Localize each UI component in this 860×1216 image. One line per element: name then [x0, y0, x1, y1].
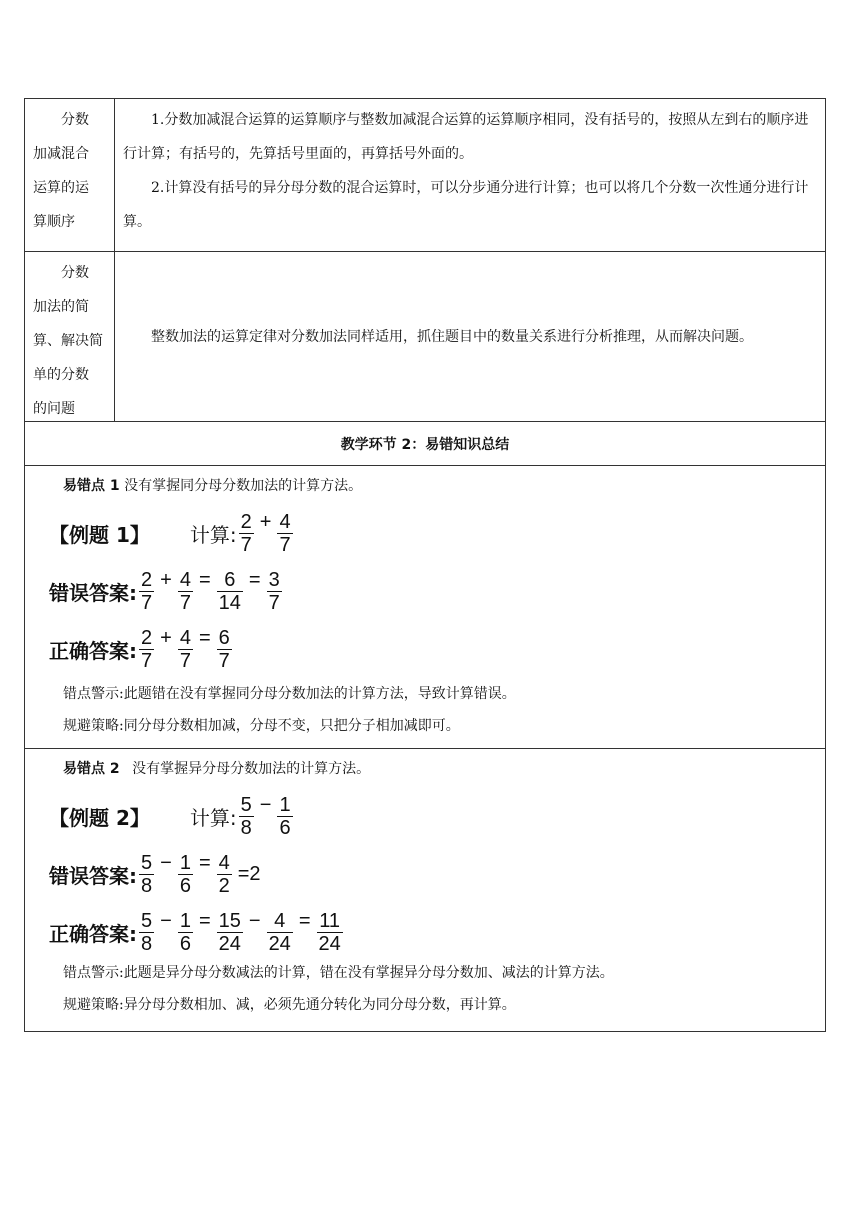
numerator: 4 [279, 510, 291, 533]
operator: = [248, 568, 261, 591]
fraction [139, 852, 154, 897]
numerator: 5 [141, 909, 153, 932]
wrong-expression [137, 569, 284, 614]
operator: + [160, 626, 172, 649]
numerator: 2 [240, 510, 252, 533]
operator: = [198, 568, 211, 591]
numerator: 6 [218, 626, 230, 649]
numerator: 4 [179, 626, 191, 649]
fraction [277, 511, 292, 556]
correct-answer-line [49, 620, 813, 678]
operator: − [160, 909, 172, 932]
fraction [217, 852, 232, 897]
row-content [115, 99, 825, 251]
wrong-result: =2 [237, 862, 261, 885]
denominator: 8 [141, 874, 153, 897]
fraction [267, 569, 282, 614]
table-row [25, 99, 825, 252]
mistake-section-2 [25, 749, 825, 1031]
paragraph: 1.分数加减混合运算的运算顺序与整数加减混合运算的运算顺序相同，没有括号的，按照从左到右的顺序进行计算；有括号的，先算括号里面的，再算括号外面的。 [123, 112, 809, 162]
fraction [239, 511, 254, 556]
denominator: 7 [141, 649, 153, 672]
denominator: 2 [218, 874, 230, 897]
denominator: 24 [268, 932, 291, 955]
numerator: 11 [319, 909, 340, 932]
numerator: 5 [240, 793, 252, 816]
numerator: 2 [141, 568, 153, 591]
denominator: 7 [279, 533, 291, 556]
question-expression [237, 511, 295, 556]
operator: − [160, 851, 172, 874]
fraction [178, 852, 193, 897]
lesson-table [24, 98, 826, 1032]
fraction [217, 627, 232, 672]
numerator: 4 [274, 909, 286, 932]
operator: = [198, 851, 211, 874]
numerator: 3 [268, 568, 280, 591]
denominator: 7 [240, 533, 252, 556]
numerator: 15 [218, 909, 241, 932]
wrong-answer-line [49, 562, 813, 620]
operator: − [248, 909, 261, 932]
fraction [178, 569, 193, 614]
example-line [49, 504, 813, 562]
heading-line: 运算的运 [33, 180, 89, 196]
operator: + [259, 510, 272, 533]
denominator: 24 [218, 932, 241, 955]
example-label: 【例题 2】 [49, 805, 150, 830]
denominator: 7 [179, 591, 191, 614]
wrong-answer-label: 错误答案: [49, 863, 137, 888]
denominator: 6 [279, 816, 291, 839]
correct-expression [137, 627, 234, 672]
heading-line: 单的分数 [33, 367, 89, 383]
row-heading [25, 252, 115, 421]
row-heading [25, 99, 115, 251]
section-heading [25, 422, 825, 466]
numerator: 5 [141, 851, 153, 874]
fraction [139, 569, 154, 614]
fraction [217, 910, 243, 955]
point-text: 没有掌握异分母分数加法的计算方法。 [132, 761, 371, 777]
fraction [239, 794, 254, 839]
fraction [217, 569, 243, 614]
denominator: 6 [179, 932, 191, 955]
wrong-answer-label: 错误答案: [49, 580, 137, 605]
question-expression [237, 794, 295, 839]
heading-line: 算、解决简 [33, 333, 103, 349]
point-text: 没有掌握同分母分数加法的计算方法。 [124, 478, 363, 494]
section-title: 教学环节 2：易错知识总结 [340, 436, 510, 453]
correct-answer-label: 正确答案: [49, 921, 137, 946]
mistake-section-1 [25, 466, 825, 748]
paragraph: 整数加法的运算定律对分数加法同样适用，抓住题目中的数量关系进行分析推理，从而解决问题。 [151, 328, 753, 345]
operator: = [198, 909, 211, 932]
numerator: 1 [179, 851, 191, 874]
table-row [25, 749, 825, 1031]
heading-line: 算顺序 [33, 214, 75, 230]
calc-label: 计算: [189, 522, 237, 547]
denominator: 7 [141, 591, 153, 614]
denominator: 8 [141, 932, 153, 955]
heading-line: 分数 [61, 112, 89, 128]
wrong-answer-line [49, 845, 813, 903]
operator: = [198, 626, 211, 649]
operator: = [298, 909, 311, 932]
fraction [267, 910, 293, 955]
mistake-point [63, 757, 813, 781]
table-row [25, 466, 825, 749]
heading-line: 加法的简 [33, 299, 89, 315]
numerator: 1 [279, 793, 291, 816]
row-content [115, 252, 825, 421]
mistake-point [63, 474, 813, 498]
table-row [25, 252, 825, 422]
calc-label: 计算: [189, 805, 237, 830]
denominator: 7 [179, 649, 191, 672]
correct-answer-label: 正确答案: [49, 638, 137, 663]
operator: + [160, 568, 172, 591]
heading-line: 加减混合 [33, 146, 89, 162]
fraction [178, 910, 193, 955]
fraction [317, 910, 343, 955]
heading-line: 分数 [61, 265, 89, 281]
fraction [178, 627, 193, 672]
point-label: 易错点 1 [63, 478, 120, 494]
fraction [277, 794, 292, 839]
example-line [49, 787, 813, 845]
heading-line: 的问题 [33, 401, 75, 417]
denominator: 8 [240, 816, 252, 839]
numerator: 1 [179, 909, 191, 932]
strategy-note: 规避策略:同分母分数相加减，分母不变，只把分子相加减即可。 [63, 718, 460, 734]
wrong-expression [137, 852, 234, 897]
denominator: 7 [218, 649, 230, 672]
example-label: 【例题 1】 [49, 522, 150, 547]
point-label: 易错点 2 [63, 761, 120, 777]
numerator: 4 [179, 568, 191, 591]
correct-answer-line [49, 903, 813, 961]
denominator: 14 [218, 591, 241, 614]
correct-expression [137, 910, 345, 955]
numerator: 6 [224, 568, 236, 591]
warning-note: 错点警示:此题是异分母分数减法的计算，错在没有掌握异分母分数加、减法的计算方法。 [63, 965, 614, 981]
operator: − [259, 793, 272, 816]
paragraph: 2.计算没有括号的异分母分数的混合运算时，可以分步通分进行计算；也可以将几个分数一次性通分进行计算。 [123, 180, 809, 230]
denominator: 24 [318, 932, 341, 955]
strategy-note: 规避策略:异分母分数相加、减，必须先通分转化为同分母分数，再计算。 [63, 997, 516, 1013]
warning-note: 错点警示:此题错在没有掌握同分母分数加法的计算方法，导致计算错误。 [63, 686, 516, 702]
numerator: 2 [141, 626, 153, 649]
numerator: 4 [218, 851, 230, 874]
fraction [139, 627, 154, 672]
denominator: 7 [268, 591, 280, 614]
denominator: 6 [179, 874, 191, 897]
fraction [139, 910, 154, 955]
